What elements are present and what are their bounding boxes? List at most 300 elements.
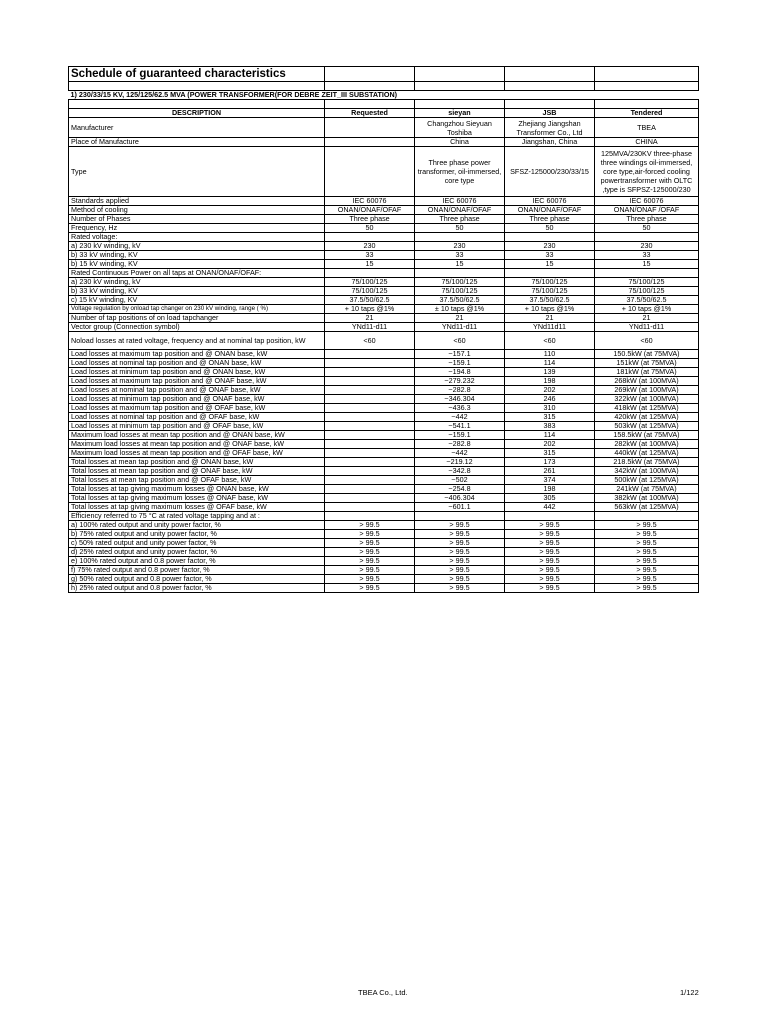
table-row [69, 404, 699, 413]
cell-requested [325, 449, 415, 458]
cell-jsb: 315 [505, 449, 595, 458]
cell-description: b) 75% rated output and unity power factor, % [69, 530, 325, 539]
table-row [69, 368, 699, 377]
cell-tendered: 418kW (at 125MVA) [595, 404, 699, 413]
cell-tendered: Three phase [595, 215, 699, 224]
table-row [69, 118, 699, 138]
cell-tendered: 50 [595, 224, 699, 233]
cell-sieyan [415, 269, 505, 278]
title-empty-cell [415, 67, 505, 82]
cell-tendered: > 99.5 [595, 539, 699, 548]
cell-sieyan: ~279.232 [415, 377, 505, 386]
cell-jsb: SFSZ-125000/230/33/15 [505, 147, 595, 197]
cell-sieyan: Three phase power transformer, oil-immersed, core type [415, 147, 505, 197]
table-row [69, 566, 699, 575]
title-empty-cell [595, 67, 699, 82]
spacer-cell [69, 100, 325, 109]
cell-description: h) 25% rated output and 0.8 power factor, % [69, 584, 325, 593]
cell-jsb: 21 [505, 314, 595, 323]
cell-sieyan: ~159.1 [415, 359, 505, 368]
cell-jsb: 310 [505, 404, 595, 413]
cell-tendered [595, 269, 699, 278]
table-row [69, 377, 699, 386]
cell-requested: > 99.5 [325, 530, 415, 539]
header-row [69, 109, 699, 118]
cell-jsb: ONAN/ONAF/OFAF [505, 206, 595, 215]
table-row [69, 539, 699, 548]
cell-tendered: 322kW (at 100MVA) [595, 395, 699, 404]
cell-requested: <60 [325, 332, 415, 350]
cell-tendered: 181kW (at 75MVA) [595, 368, 699, 377]
cell-requested: Three phase [325, 215, 415, 224]
cell-requested [325, 413, 415, 422]
cell-description: f) 75% rated output and 0.8 power factor, % [69, 566, 325, 575]
cell-jsb: 114 [505, 431, 595, 440]
cell-description: Total losses at tap giving maximum losses @ ONAF base, kW [69, 494, 325, 503]
cell-tendered [595, 233, 699, 242]
spacer-cell [415, 100, 505, 109]
title-empty-cell [505, 67, 595, 82]
cell-requested [325, 147, 415, 197]
cell-requested [325, 512, 415, 521]
cell-tendered: 37.5/50/62.5 [595, 296, 699, 305]
cell-sieyan: 21 [415, 314, 505, 323]
table-row [69, 395, 699, 404]
cell-requested: ONAN/ONAF/OFAF [325, 206, 415, 215]
cell-tendered: IEC 60076 [595, 197, 699, 206]
cell-description: Total losses at mean tap position and @ ONAF base, kW [69, 467, 325, 476]
cell-tendered: 21 [595, 314, 699, 323]
table-row [69, 584, 699, 593]
cell-requested: > 99.5 [325, 557, 415, 566]
cell-description: a) 230 kV winding, kV [69, 242, 325, 251]
cell-requested [325, 431, 415, 440]
cell-tendered: 420kW (at 125MVA) [595, 413, 699, 422]
cell-tendered: 75/100/125 [595, 278, 699, 287]
cell-requested [325, 494, 415, 503]
cell-description: Total losses at mean tap position and @ OFAF base, kW [69, 476, 325, 485]
table-row [69, 296, 699, 305]
cell-jsb: > 99.5 [505, 566, 595, 575]
cell-description: Manufacturer [69, 118, 325, 138]
cell-jsb: 198 [505, 377, 595, 386]
cell-description: Load losses at minimum tap position and @ OFAF base, kW [69, 422, 325, 431]
cell-sieyan: 37.5/50/62.5 [415, 296, 505, 305]
sheet-title: Schedule of guaranteed characteristics [69, 67, 325, 82]
cell-sieyan: ~442 [415, 449, 505, 458]
cell-tendered: > 99.5 [595, 575, 699, 584]
cell-sieyan: ONAN/ONAF/OFAF [415, 206, 505, 215]
cell-jsb: YNd11d11 [505, 323, 595, 332]
cell-jsb: Three phase [505, 215, 595, 224]
table-row [69, 269, 699, 278]
spacer-cell [325, 100, 415, 109]
cell-tendered: > 99.5 [595, 566, 699, 575]
cell-jsb [505, 512, 595, 521]
spacer-cell [325, 82, 415, 91]
title-empty-cell [325, 67, 415, 82]
cell-tendered: 269kW (at 100MVA) [595, 386, 699, 395]
cell-jsb: 15 [505, 260, 595, 269]
table-row [69, 215, 699, 224]
cell-requested: IEC 60076 [325, 197, 415, 206]
cell-sieyan: YNd11-d11 [415, 323, 505, 332]
cell-requested [325, 377, 415, 386]
cell-sieyan: ~541.1 [415, 422, 505, 431]
cell-jsb: 202 [505, 386, 595, 395]
cell-requested: > 99.5 [325, 521, 415, 530]
table-row [69, 449, 699, 458]
header-sieyan: sieyan [415, 109, 505, 118]
cell-jsb: 114 [505, 359, 595, 368]
cell-requested: > 99.5 [325, 566, 415, 575]
cell-tendered: 503kW (at 125MVA) [595, 422, 699, 431]
cell-requested: 75/100/125 [325, 278, 415, 287]
cell-jsb: > 99.5 [505, 548, 595, 557]
table-row [69, 512, 699, 521]
table-row [69, 557, 699, 566]
cell-tendered: > 99.5 [595, 557, 699, 566]
cell-tendered: 268kW (at 100MVA) [595, 377, 699, 386]
cell-requested [325, 359, 415, 368]
cell-jsb: > 99.5 [505, 539, 595, 548]
cell-sieyan: ~601.1 [415, 503, 505, 512]
table-row [69, 350, 699, 359]
footer-page-number: 1/122 [680, 988, 699, 997]
cell-tendered: 342kW (at 100MVA) [595, 467, 699, 476]
cell-tendered: 125MVA/230KV three-phase three windings oil-immersed, core type,air-forced cooling powertransformer with OLTC ,type is SFPSZ-125000/230 [595, 147, 699, 197]
cell-requested [325, 350, 415, 359]
cell-jsb: <60 [505, 332, 595, 350]
cell-description: a) 100% rated output and unity power factor, % [69, 521, 325, 530]
cell-jsb: > 99.5 [505, 530, 595, 539]
cell-description: Load losses at nominal tap position and @ ONAN base, kW [69, 359, 325, 368]
cell-requested: > 99.5 [325, 539, 415, 548]
cell-description: g) 50% rated output and 0.8 power factor, % [69, 575, 325, 584]
table-row [69, 413, 699, 422]
cell-tendered: 15 [595, 260, 699, 269]
table-row [69, 521, 699, 530]
cell-sieyan: ~406.304 [415, 494, 505, 503]
table-row [69, 548, 699, 557]
cell-description: Load losses at minimum tap position and @ ONAF base, kW [69, 395, 325, 404]
cell-requested [325, 458, 415, 467]
guaranteed-characteristics-table [68, 66, 699, 593]
cell-jsb: 261 [505, 467, 595, 476]
cell-sieyan: > 99.5 [415, 575, 505, 584]
cell-sieyan: Three phase [415, 215, 505, 224]
cell-requested [325, 404, 415, 413]
cell-sieyan: ± 10 taps @1% [415, 305, 505, 314]
table-row [69, 278, 699, 287]
cell-requested [325, 422, 415, 431]
cell-sieyan: China [415, 138, 505, 147]
cell-description: b) 33 kV winding, KV [69, 287, 325, 296]
cell-jsb: 246 [505, 395, 595, 404]
cell-tendered: 440kW (at 125MVA) [595, 449, 699, 458]
cell-description: Maximum load losses at mean tap position and @ ONAF base, kW [69, 440, 325, 449]
cell-sieyan: ~436.3 [415, 404, 505, 413]
cell-tendered: > 99.5 [595, 584, 699, 593]
title-row [69, 67, 699, 82]
table-row [69, 314, 699, 323]
cell-sieyan: ~502 [415, 476, 505, 485]
spacer-cell [505, 82, 595, 91]
cell-requested [325, 138, 415, 147]
cell-requested [325, 440, 415, 449]
cell-sieyan: > 99.5 [415, 566, 505, 575]
header-jsb: JSB [505, 109, 595, 118]
cell-sieyan: ~254.8 [415, 485, 505, 494]
cell-tendered: 158.5kW (at 75MVA) [595, 431, 699, 440]
cell-requested: 230 [325, 242, 415, 251]
cell-jsb: + 10 taps @1% [505, 305, 595, 314]
cell-sieyan: ~194.8 [415, 368, 505, 377]
cell-requested: YNd11-d11 [325, 323, 415, 332]
cell-tendered: > 99.5 [595, 530, 699, 539]
cell-requested: > 99.5 [325, 575, 415, 584]
cell-description: Number of tap positions of on load tapchanger [69, 314, 325, 323]
cell-requested [325, 476, 415, 485]
cell-sieyan: ~282.8 [415, 386, 505, 395]
cell-jsb: 305 [505, 494, 595, 503]
cell-requested: 37.5/50/62.5 [325, 296, 415, 305]
cell-tendered [595, 512, 699, 521]
cell-requested: 75/100/125 [325, 287, 415, 296]
table-row [69, 431, 699, 440]
cell-sieyan: > 99.5 [415, 584, 505, 593]
cell-jsb: 110 [505, 350, 595, 359]
cell-jsb: 383 [505, 422, 595, 431]
spacer-row [69, 100, 699, 109]
cell-description: Vector group (Connection symbol) [69, 323, 325, 332]
table-row [69, 287, 699, 296]
cell-requested: 15 [325, 260, 415, 269]
cell-description: Noload losses at rated voltage, frequency and at nominal tap position, kW [69, 332, 325, 350]
cell-tendered: > 99.5 [595, 521, 699, 530]
cell-description: Method of cooling [69, 206, 325, 215]
table-row [69, 197, 699, 206]
cell-description: b) 15 kV winding, KV [69, 260, 325, 269]
table-row [69, 476, 699, 485]
cell-requested [325, 485, 415, 494]
header-description: DESCRIPTION [69, 109, 325, 118]
table-row [69, 440, 699, 449]
cell-description: e) 100% rated output and 0.8 power factor, % [69, 557, 325, 566]
cell-sieyan: 15 [415, 260, 505, 269]
cell-description: Load losses at nominal tap position and @ OFAF base, kW [69, 413, 325, 422]
cell-sieyan: ~346.304 [415, 395, 505, 404]
table-row [69, 458, 699, 467]
table-row [69, 138, 699, 147]
cell-sieyan: ~157.1 [415, 350, 505, 359]
cell-description: Voltage regulation by onload tap changer on 230 kV winding, range ( %) [69, 305, 325, 314]
cell-requested [325, 233, 415, 242]
table-row [69, 323, 699, 332]
cell-sieyan: ~342.8 [415, 467, 505, 476]
table-row [69, 305, 699, 314]
cell-tendered: 241kW (at 75MVA) [595, 485, 699, 494]
cell-jsb: 139 [505, 368, 595, 377]
cell-jsb: 230 [505, 242, 595, 251]
cell-description: Total losses at tap giving maximum losses @ ONAN base, kW [69, 485, 325, 494]
cell-requested: > 99.5 [325, 548, 415, 557]
cell-requested [325, 503, 415, 512]
cell-sieyan: 33 [415, 251, 505, 260]
cell-description: Total losses at tap giving maximum losses @ OFAF base, kW [69, 503, 325, 512]
cell-jsb: Jiangshan, China [505, 138, 595, 147]
cell-jsb: 50 [505, 224, 595, 233]
cell-description: Type [69, 147, 325, 197]
spacer-row [69, 82, 699, 91]
cell-description: Load losses at maximum tap position and @ ONAN base, kW [69, 350, 325, 359]
cell-sieyan: > 99.5 [415, 539, 505, 548]
cell-description: Standards applied [69, 197, 325, 206]
cell-sieyan: > 99.5 [415, 521, 505, 530]
cell-requested: > 99.5 [325, 584, 415, 593]
table-row [69, 251, 699, 260]
cell-tendered: 382kW (at 100MVA) [595, 494, 699, 503]
cell-sieyan: IEC 60076 [415, 197, 505, 206]
table-row [69, 386, 699, 395]
cell-tendered: YNd11-d11 [595, 323, 699, 332]
cell-tendered: 230 [595, 242, 699, 251]
table-row [69, 260, 699, 269]
footer-company: TBEA Co., Ltd. [358, 988, 408, 997]
table-row [69, 503, 699, 512]
cell-jsb: > 99.5 [505, 584, 595, 593]
cell-sieyan: ~219.12 [415, 458, 505, 467]
cell-jsb: > 99.5 [505, 521, 595, 530]
cell-description: Rated Continuous Power on all taps at ONAN/ONAF/OFAF: [69, 269, 325, 278]
cell-sieyan: ~159.1 [415, 431, 505, 440]
cell-requested: 21 [325, 314, 415, 323]
cell-description: Efficiency referred to 75 °C at rated voltage tapping and at : [69, 512, 325, 521]
table-row [69, 206, 699, 215]
cell-requested [325, 395, 415, 404]
cell-tendered: ONAN/ONAF /OFAF [595, 206, 699, 215]
table-row [69, 224, 699, 233]
cell-jsb: 173 [505, 458, 595, 467]
table-row [69, 485, 699, 494]
cell-sieyan: Changzhou Sieyuan Toshiba [415, 118, 505, 138]
table-row [69, 494, 699, 503]
cell-tendered: 150.5kW (at 75MVA) [595, 350, 699, 359]
section-row [69, 91, 699, 100]
cell-description: Frequency, Hz [69, 224, 325, 233]
cell-requested [325, 118, 415, 138]
cell-description: Load losses at maximum tap position and @ ONAF base, kW [69, 377, 325, 386]
header-tendered: Tendered [595, 109, 699, 118]
spacer-cell [415, 82, 505, 91]
table-body [69, 67, 699, 593]
cell-description: Maximum load losses at mean tap position and @ OFAF base, kW [69, 449, 325, 458]
cell-sieyan: > 99.5 [415, 557, 505, 566]
table-row [69, 575, 699, 584]
cell-requested: 50 [325, 224, 415, 233]
table-row [69, 467, 699, 476]
cell-jsb: 374 [505, 476, 595, 485]
cell-sieyan: 75/100/125 [415, 287, 505, 296]
header-requested: Requested [325, 109, 415, 118]
cell-description: b) 33 kV winding, KV [69, 251, 325, 260]
table-row [69, 147, 699, 197]
cell-jsb: 33 [505, 251, 595, 260]
cell-tendered: <60 [595, 332, 699, 350]
cell-description: d) 25% rated output and unity power factor, % [69, 548, 325, 557]
spacer-cell [505, 100, 595, 109]
cell-sieyan [415, 512, 505, 521]
cell-description: a) 230 kV winding, kV [69, 278, 325, 287]
cell-jsb: > 99.5 [505, 575, 595, 584]
cell-jsb: 198 [505, 485, 595, 494]
cell-description: Maximum load losses at mean tap position and @ ONAN base, kW [69, 431, 325, 440]
cell-tendered: 218.5kW (at 75MVA) [595, 458, 699, 467]
table-row [69, 359, 699, 368]
cell-description: Number of Phases [69, 215, 325, 224]
cell-description: c) 15 kV winding, KV [69, 296, 325, 305]
cell-tendered: 75/100/125 [595, 287, 699, 296]
cell-description: Load losses at minimum tap position and @ ONAN base, kW [69, 368, 325, 377]
cell-sieyan: > 99.5 [415, 548, 505, 557]
cell-jsb: > 99.5 [505, 557, 595, 566]
cell-description: Load losses at nominal tap position and @ ONAF base, kW [69, 386, 325, 395]
cell-tendered: 500kW (at 125MVA) [595, 476, 699, 485]
cell-tendered: 282kW (at 100MVA) [595, 440, 699, 449]
cell-requested: + 10 taps @1% [325, 305, 415, 314]
cell-description: Place of Manufacture [69, 138, 325, 147]
table-row [69, 530, 699, 539]
cell-tendered: 33 [595, 251, 699, 260]
table-row [69, 332, 699, 350]
cell-sieyan: 50 [415, 224, 505, 233]
cell-tendered: 151kW (at 75MVA) [595, 359, 699, 368]
cell-tendered: TBEA [595, 118, 699, 138]
table-row [69, 422, 699, 431]
cell-sieyan: ~442 [415, 413, 505, 422]
cell-sieyan [415, 233, 505, 242]
spacer-cell [595, 100, 699, 109]
cell-tendered: 563kW (at 125MVA) [595, 503, 699, 512]
cell-jsb: 37.5/50/62.5 [505, 296, 595, 305]
cell-requested [325, 269, 415, 278]
cell-tendered: + 10 taps @1% [595, 305, 699, 314]
cell-requested: 33 [325, 251, 415, 260]
spacer-cell [595, 82, 699, 91]
cell-jsb: 202 [505, 440, 595, 449]
cell-jsb: 315 [505, 413, 595, 422]
cell-requested [325, 368, 415, 377]
cell-sieyan: 230 [415, 242, 505, 251]
spacer-cell [69, 82, 325, 91]
cell-jsb: 75/100/125 [505, 278, 595, 287]
cell-description: Rated voltage: [69, 233, 325, 242]
cell-jsb [505, 269, 595, 278]
table-row [69, 233, 699, 242]
table-row [69, 242, 699, 251]
cell-tendered: CHINA [595, 138, 699, 147]
cell-description: Total losses at mean tap position and @ ONAN base, kW [69, 458, 325, 467]
cell-jsb: 75/100/125 [505, 287, 595, 296]
cell-tendered: > 99.5 [595, 548, 699, 557]
cell-description: c) 50% rated output and unity power factor, % [69, 539, 325, 548]
cell-description: Load losses at maximum tap position and @ OFAF base, kW [69, 404, 325, 413]
cell-sieyan: <60 [415, 332, 505, 350]
cell-sieyan: ~282.8 [415, 440, 505, 449]
cell-sieyan: 75/100/125 [415, 278, 505, 287]
cell-jsb: IEC 60076 [505, 197, 595, 206]
section-heading: 1) 230/33/15 KV, 125/125/62.5 MVA (POWER TRANSFORMER(FOR DEBRE ZEIT_III SUBSTATION) [70, 90, 398, 99]
